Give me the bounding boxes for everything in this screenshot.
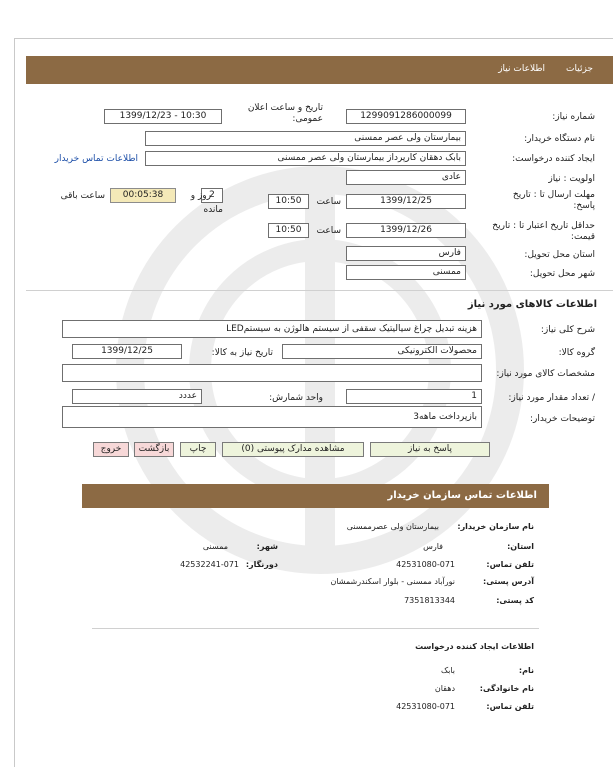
goods-specs-field[interactable] xyxy=(62,364,482,382)
contact-section-band xyxy=(82,484,549,508)
city-field[interactable]: ممسنی xyxy=(346,265,466,280)
buyer-notes-field[interactable]: بازپرداخت ماهه3 xyxy=(62,406,482,428)
announce-label-line2: عمومی: xyxy=(292,114,323,124)
creator-family-value: دهقان xyxy=(434,684,455,693)
validity-label-line2: قیمت: xyxy=(570,232,595,242)
fax-value: 42532241-071 xyxy=(180,560,239,569)
province-field[interactable]: فارس xyxy=(346,246,466,261)
priority-label: اولویت : نیاز xyxy=(548,174,595,184)
creator-name-label: نام: xyxy=(518,666,534,675)
contact-divider xyxy=(92,628,539,629)
unit-field[interactable]: عددد xyxy=(72,389,202,404)
print-button[interactable]: چاپ xyxy=(180,442,216,457)
contact-phone-value: 42531080-071 xyxy=(396,560,455,569)
creator-label: ایجاد کننده درخواست: xyxy=(512,154,595,164)
contact-province-value: فارس xyxy=(423,542,443,551)
contact-phone-label: تلفن تماس: xyxy=(486,560,534,569)
contact-section-title: اطلاعات تماس سازمان خریدار xyxy=(387,490,537,501)
contact-city-value: ممسنی xyxy=(202,542,228,551)
qty-label: / تعداد مقدار مورد نیاز: xyxy=(508,393,595,403)
divider xyxy=(26,290,613,291)
tab-bar xyxy=(26,56,613,84)
postal-label: کد پستی: xyxy=(496,596,534,605)
city-label: شهر محل تحویل: xyxy=(529,269,595,279)
announce-label xyxy=(248,103,323,125)
buyer-notes-label: توضیحات خریدار: xyxy=(529,414,595,424)
qty-field[interactable]: 1 xyxy=(346,389,482,404)
contact-province-label: استان: xyxy=(507,542,534,551)
reply-deadline-label-line1: مهلت ارسال تا : تاریخ xyxy=(512,190,595,200)
remaining-time-field[interactable]: 00:05:38 xyxy=(110,188,176,203)
need-number-field[interactable]: 1299091286000099 xyxy=(346,109,466,124)
buyer-org-label: نام دستگاه خریدار: xyxy=(524,134,595,144)
province-label: استان محل تحویل: xyxy=(524,250,595,260)
validity-date-field[interactable]: 1399/12/26 xyxy=(346,223,466,238)
reply-button[interactable]: پاسخ به نیاز xyxy=(370,442,490,457)
announce-label-line1: تاریخ و ساعت اعلان xyxy=(247,103,323,113)
goods-group-field[interactable]: محصولات الکترونیکی xyxy=(282,344,482,359)
back-button[interactable]: بازگشت xyxy=(134,442,174,457)
attachments-button[interactable]: مشاهده مدارک پیوستی (0) xyxy=(222,442,364,457)
need-number-label: شماره نیاز: xyxy=(552,112,595,122)
org-name-label: نام سازمان خریدار: xyxy=(457,522,534,531)
unit-label: واحد شمارش: xyxy=(269,393,323,403)
remaining-label: مانده xyxy=(203,205,223,215)
address-value: نورآباد ممسنی - بلوار اسکندرشمشان xyxy=(330,577,455,586)
goods-specs-label: مشخصات کالای مورد نیاز: xyxy=(496,369,595,379)
hours-remaining-label: ساعت باقی xyxy=(60,191,105,201)
reply-time-field[interactable]: 10:50 xyxy=(268,194,309,209)
reply-deadline-label xyxy=(513,190,595,212)
need-date-label: تاریخ نیاز به کالا: xyxy=(211,348,273,358)
validity-label-line1: حداقل تاریخ اعتبار تا : تاریخ xyxy=(492,221,595,231)
validity-time-field[interactable]: 10:50 xyxy=(268,223,309,238)
goods-summary-label: شرح کلی نیاز: xyxy=(540,325,595,335)
fax-label: دورنگار: xyxy=(245,560,278,569)
buyer-contact-link[interactable]: اطلاعات تماس خریدار xyxy=(54,154,138,164)
contact-city-label: شهر: xyxy=(256,542,278,551)
org-name-value: بیمارستان ولی عصرممسنی xyxy=(346,522,439,531)
days-remaining-field[interactable]: 2 xyxy=(201,188,223,203)
reply-time-label: ساعت xyxy=(316,197,341,207)
exit-button[interactable]: خروج xyxy=(93,442,129,457)
tab-need-info[interactable]: اطلاعات نیاز xyxy=(498,64,545,74)
announce-datetime-field[interactable]: 1399/12/23 - 10:30 xyxy=(104,109,222,124)
creator-phone-value: 42531080-071 xyxy=(396,702,455,711)
tab-details[interactable]: جزئیات xyxy=(566,64,593,74)
creator-field[interactable]: بابک دهقان کارپرداز بیمارستان ولی عصر ممسنی xyxy=(145,151,466,166)
buyer-org-field[interactable]: بیمارستان ولی عصر ممسنی xyxy=(145,131,466,146)
address-label: آدرس پستی: xyxy=(483,577,534,586)
creator-name-value: بابک xyxy=(440,666,455,675)
goods-section-title: اطلاعات کالاهای مورد نیاز xyxy=(467,299,597,310)
validity-time-label: ساعت xyxy=(316,226,341,236)
priority-field[interactable]: عادی xyxy=(346,170,466,185)
reply-date-field[interactable]: 1399/12/25 xyxy=(346,194,466,209)
goods-summary-field[interactable]: هزینه تبدیل چراغ سیالیتیک سقفی از سیستم هالوژن به سیستمLED xyxy=(62,320,482,338)
creator-phone-label: تلفن تماس: xyxy=(486,702,534,711)
validity-label xyxy=(492,221,595,243)
day-and-label: روز و xyxy=(190,191,211,201)
reply-deadline-label-line2: پاسخ: xyxy=(573,201,595,211)
creator-family-label: نام خانوادگی: xyxy=(479,684,534,693)
creator-info-title: اطلاعات ایجاد کننده درخواست xyxy=(415,642,534,651)
goods-group-label: گروه کالا: xyxy=(558,348,595,358)
postal-value: 7351813344 xyxy=(404,596,455,605)
need-date-field[interactable]: 1399/12/25 xyxy=(72,344,182,359)
